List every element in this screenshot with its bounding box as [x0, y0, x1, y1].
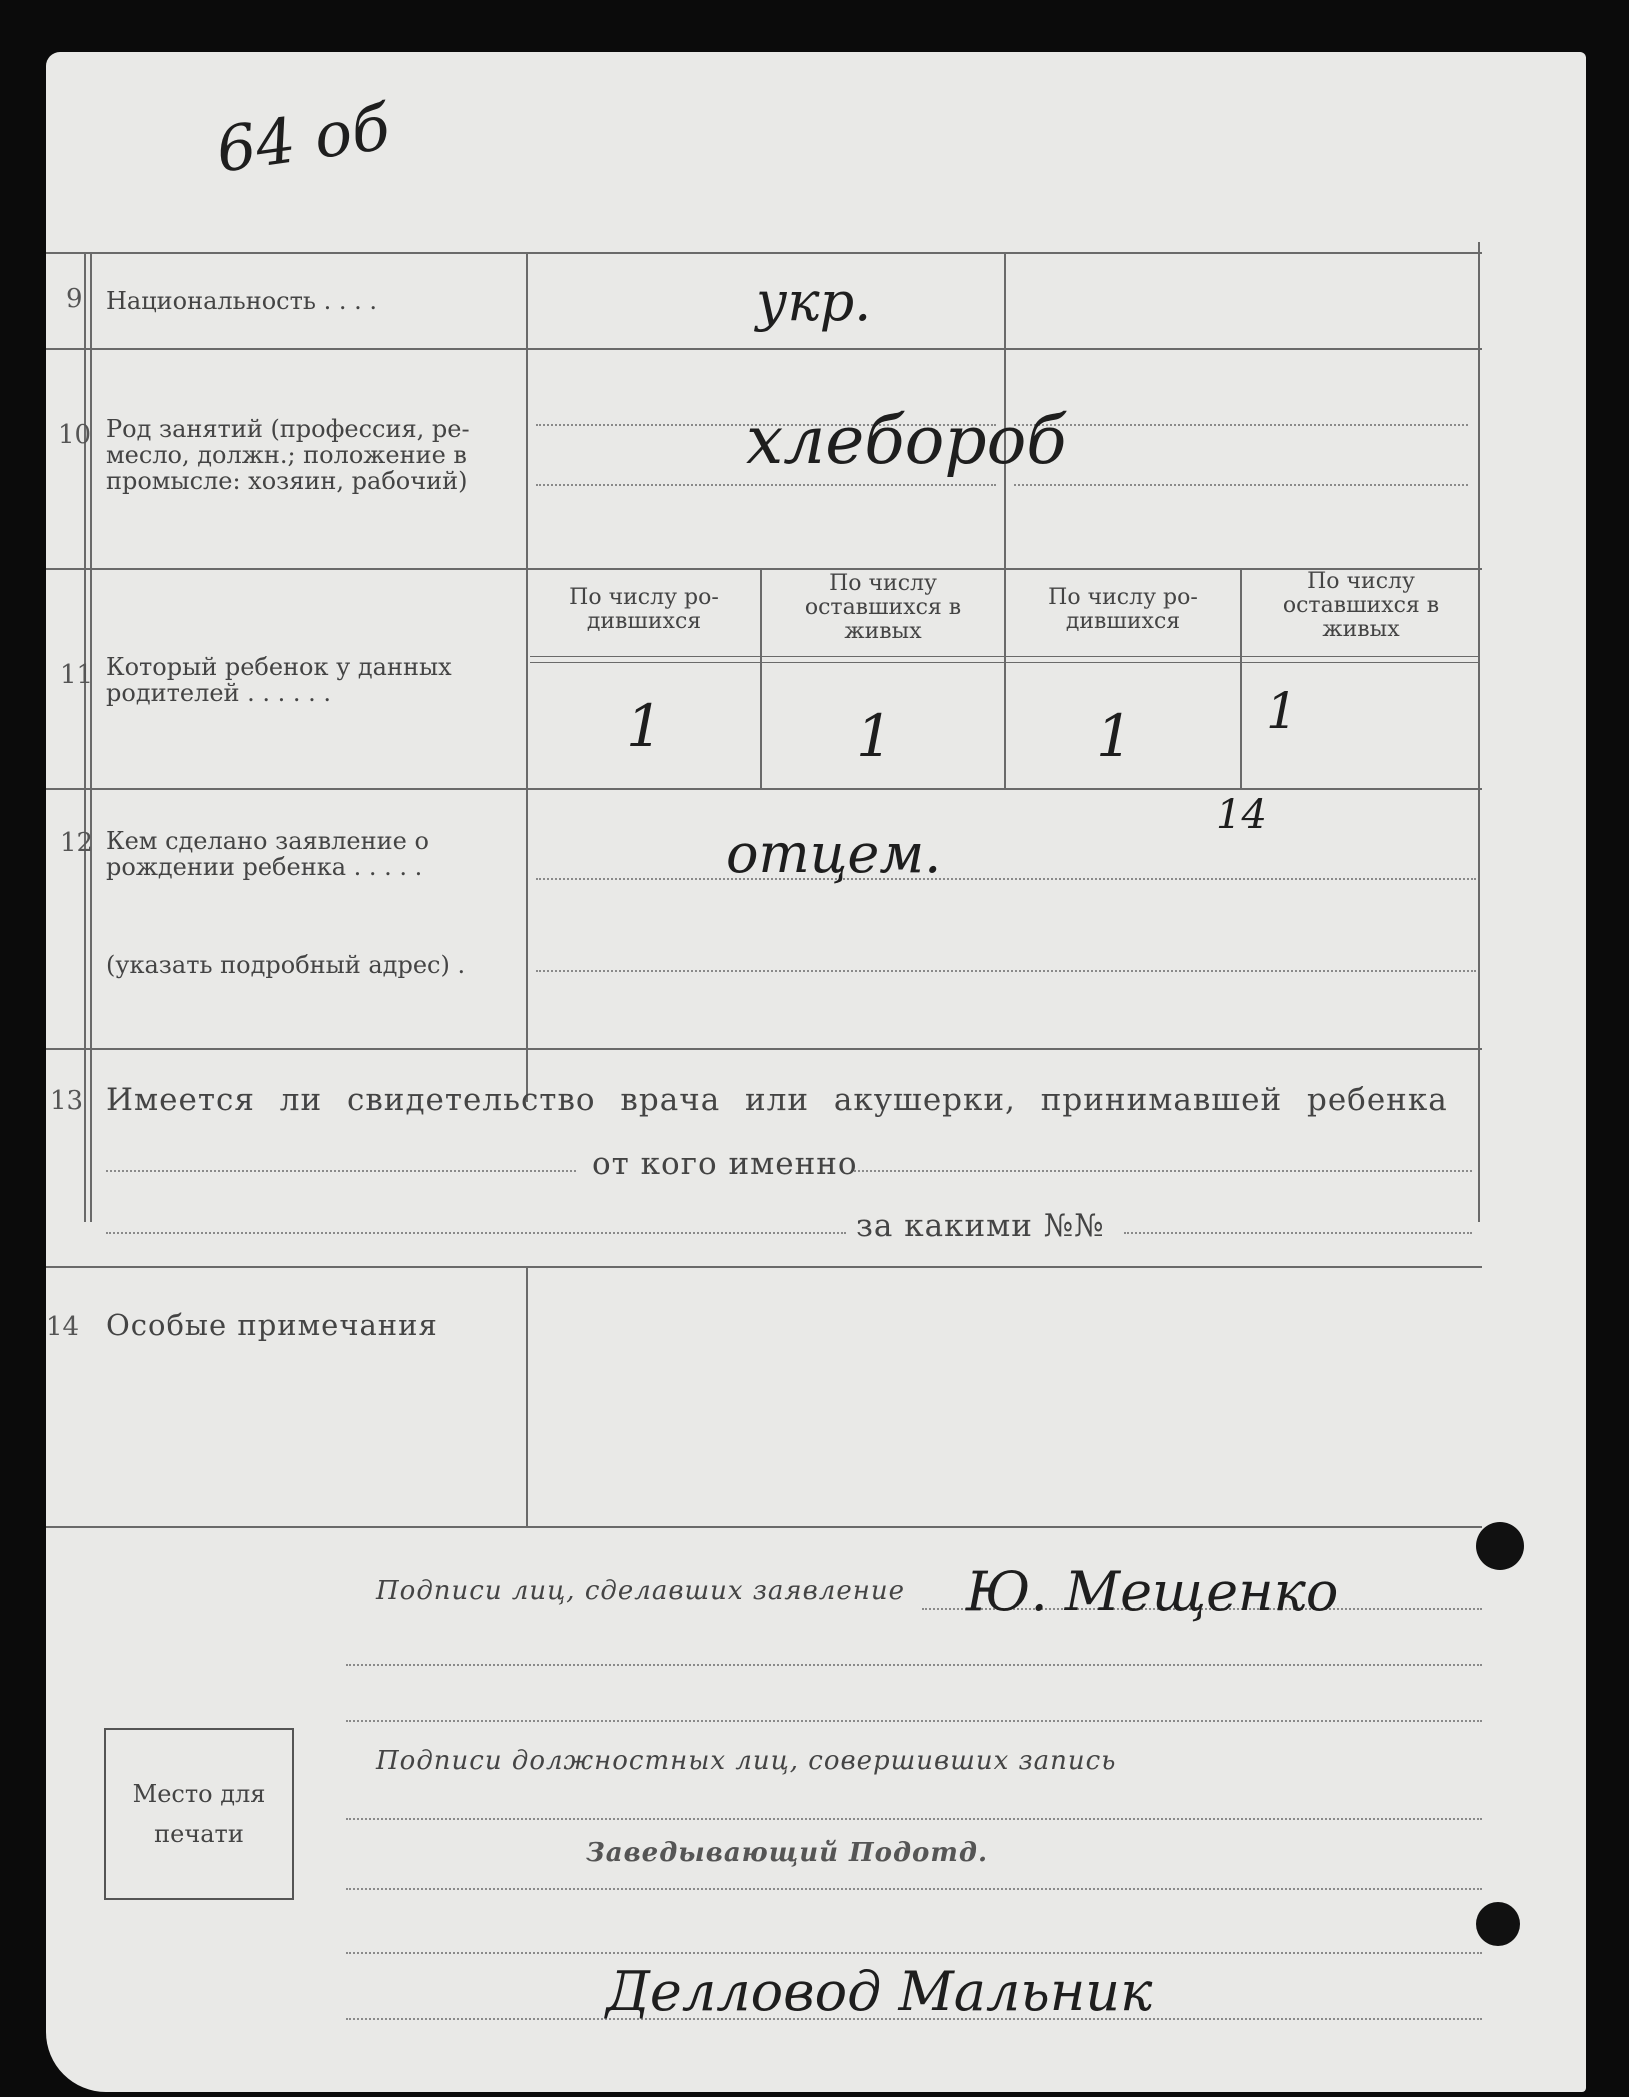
row-10-number: 10	[58, 420, 92, 450]
child-col-4-header: По числу оставшихся в живых	[1282, 569, 1440, 642]
applicant-value: отцем.	[726, 822, 942, 885]
row-13-number: 13	[50, 1086, 84, 1116]
stamp-placeholder	[104, 1728, 294, 1900]
child-count-4: 1	[1266, 682, 1298, 740]
row-13-line-2: от кого именно	[592, 1146, 858, 1182]
child-col-1-header: По числу ро- дившихся	[569, 585, 719, 634]
row-9-label: Национальность . . . .	[106, 287, 377, 315]
applicant-signature: Ю. Мещенко	[966, 1560, 1339, 1623]
official-signature: Делловод Мальник	[606, 1960, 1153, 2023]
row-12-address-label: (указать подробный адрес) .	[106, 951, 466, 979]
punch-hole	[1476, 1902, 1520, 1946]
row-14-label: Особые примечания	[106, 1308, 438, 1342]
stamp-label: Место для печати	[132, 1780, 266, 1848]
row-14-number: 14	[46, 1312, 80, 1342]
row-10-label: Род занятий (профессия, ре- месло, должн.; положение в промысле: хозяин, рабочий)	[106, 415, 470, 495]
head-title-label: Заведывающий Подотд.	[586, 1838, 989, 1868]
occupation-value: хлебороб	[746, 402, 1067, 479]
document-sheet	[46, 52, 1586, 2092]
child-count-3: 1	[1096, 702, 1133, 770]
row-11-label: Который ребенок у данных родителей . . . . . .	[106, 653, 452, 707]
child-col-3-header: По числу ро- дившихся	[1048, 585, 1198, 634]
row-11-number: 11	[60, 660, 94, 690]
child-count-1: 1	[626, 692, 663, 760]
applicant-mark: 14	[1216, 792, 1267, 838]
officials-signature-label: Подписи должностных лиц, совершивших запись	[376, 1746, 1117, 1776]
nationality-value: укр.	[756, 270, 872, 333]
child-col-2-header: По числу оставшихся в живых	[804, 571, 962, 644]
row-9-number: 9	[66, 284, 83, 314]
row-13-line-1: Имеется ли свидетельство врача или акушерки, принимавшей ребенка	[106, 1082, 1448, 1118]
row-13-line-3: за какими №№	[856, 1208, 1105, 1244]
applicants-signature-label: Подписи лиц, сделавших заявление	[376, 1576, 905, 1606]
page-number-mark: 64 об	[211, 90, 395, 187]
row-12-number: 12	[60, 828, 94, 858]
punch-hole	[1476, 1522, 1524, 1570]
child-count-2: 1	[856, 702, 893, 770]
row-12-label: Кем сделано заявление о рождении ребенка . . . . .	[106, 827, 429, 881]
